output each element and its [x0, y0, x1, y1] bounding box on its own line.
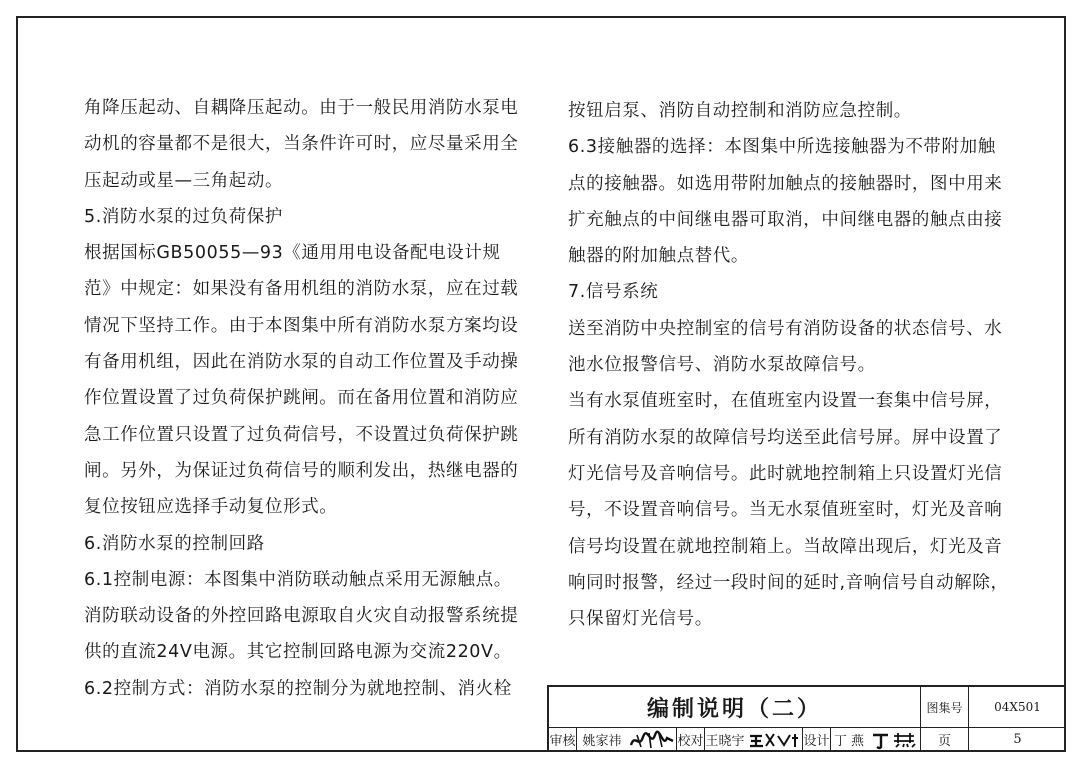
text-line: 范》中规定：如果没有备用机组的消防水泵，应在过载 — [84, 279, 519, 300]
right-text-column — [568, 93, 1009, 637]
text-line: 扩充触点的中间继电器可取消，中间继电器的触点由接 — [568, 209, 1003, 230]
text-line: 信号均设置在就地控制箱上。当故障出现后，灯光及音 — [568, 536, 1003, 557]
text-line: 根据国标GB50055—93《通用用电设备配电设计规 — [84, 243, 501, 264]
text-line: 点的接触器。如选用带附加触点的接触器时，图中用来 — [568, 173, 1003, 194]
left-text-column — [84, 90, 520, 707]
text-line: 有备用机组，因此在消防水泵的自动工作位置及手动操 — [84, 352, 519, 373]
proofreader-signature — [745, 727, 803, 752]
text-line: 角降压起动、自耦降压起动。由于一般民用消防水泵电 — [84, 98, 519, 118]
text-line: 所有消防水泵的故障信号均送至此信号屏。屏中设置了 — [568, 427, 1003, 448]
title-block — [547, 685, 1066, 752]
page-label: 页 — [921, 727, 969, 752]
text-line: 触器的附加触点替代。 — [568, 246, 749, 267]
designer-signature — [867, 727, 921, 752]
atlas-label: 图集号 — [921, 687, 969, 727]
text-line: 急工作位置只设置了过负荷信号，不设置过负荷保护跳 — [84, 424, 519, 445]
text-line: 动机的容量都不是很大，当条件许可时，应尽量采用全 — [84, 134, 519, 155]
sheet-title: 编制说明（二） — [549, 687, 921, 727]
text-line: 复位按钮应选择手动复位形式。 — [84, 497, 338, 518]
text-line: 6.1控制电源：本图集中消防联动触点采用无源触点。 — [84, 569, 512, 590]
text-line: 按钮启泵、消防自动控制和消防应急控制。 — [568, 101, 912, 121]
text-line: 响同时报警，经过一段时间的延时,音响信号自动解除， — [568, 572, 1009, 593]
text-line: 6.3接触器的选择：本图集中所选接触器为不带附加触 — [568, 137, 996, 158]
text-line: 当有水泵值班室时，在值班室内设置一套集中信号屏， — [568, 391, 1003, 412]
text-line: 压起动或星—三角起动。 — [84, 170, 284, 191]
text-line: 只保留灯光信号。 — [568, 609, 713, 630]
page-number: 5 — [1013, 732, 1022, 747]
text-line: 送至消防中央控制室的信号有消防设备的状态信号、水 — [568, 318, 1003, 339]
text-line: 6.消防水泵的控制回路 — [84, 533, 265, 554]
proofreader-name: 王晓宇 — [705, 734, 745, 749]
reviewer-signature — [627, 727, 677, 752]
text-line: 7.信号系统 — [568, 282, 659, 303]
review-label: 审核 — [549, 727, 577, 752]
text-line: 消防联动设备的外控回路电源取自火灾自动报警系统提 — [84, 606, 519, 627]
proof-label: 校对 — [677, 727, 705, 752]
title-block-bottom-row — [549, 727, 1066, 752]
text-line: 作位置设置了过负荷保护跳闸。而在备用位置和消防应 — [84, 388, 519, 409]
text-line: 6.2控制方式：消防水泵的控制分为就地控制、消火栓 — [84, 678, 512, 699]
text-line: 灯光信号及音响信号。此时就地控制箱上只设置灯光信 — [568, 463, 1003, 484]
atlas-number: 04X501 — [994, 700, 1041, 714]
title-block-top-row — [549, 687, 1066, 728]
design-label: 设计 — [803, 727, 831, 752]
reviewer-name: 姚家祎 — [582, 734, 622, 749]
text-line: 池水位报警信号、消防水泵故障信号。 — [568, 355, 876, 376]
designer-name: 丁 燕 — [833, 734, 865, 749]
text-line: 5.消防水泵的过负荷保护 — [84, 206, 283, 227]
text-line: 号，不设置音响信号。当无水泵值班室时，灯光及音响 — [568, 500, 1003, 521]
text-line: 闸。另外，为保证过负荷信号的顺利发出，热继电器的 — [84, 460, 519, 481]
text-line: 供的直流24V电源。其它控制回路电源为交流220V。 — [84, 642, 512, 663]
text-line: 情况下坚持工作。由于本图集中所有消防水泵方案均设 — [84, 315, 519, 336]
